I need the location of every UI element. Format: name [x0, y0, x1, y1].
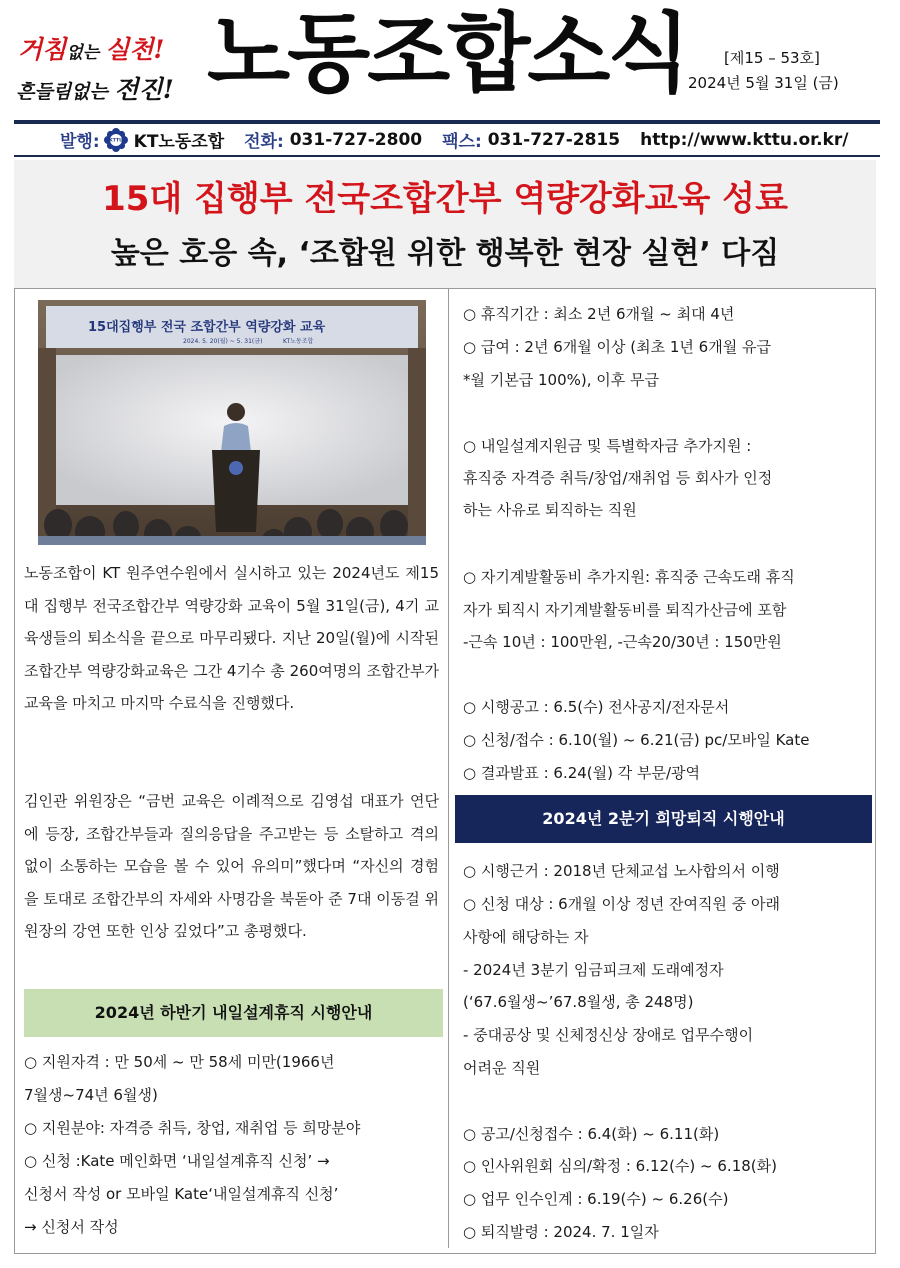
- left-notice-line: 신청서 작성 or 모바일 Kate‘내일설계휴직 신청’: [24, 1185, 339, 1203]
- right-top-line: -근속 10년 : 100만원, -근속20/30년 : 150만원: [463, 633, 782, 651]
- website-link[interactable]: http://www.kttu.or.kr/: [640, 129, 849, 150]
- right-notice-line: ○ 시행근거 : 2018년 단체교섭 노사합의서 이행: [463, 862, 780, 880]
- right-top-line: ○ 결과발표 : 6.24(월) 각 부문/광역: [463, 764, 701, 782]
- photo-banner-org: KT노동조합: [283, 338, 314, 345]
- union-logo-icon: [104, 128, 128, 152]
- right-notice-line: ○ 공고/신청접수 : 6.4(화) ~ 6.11(화): [463, 1125, 720, 1143]
- right-notice-line: 사항에 해당하는 자: [463, 928, 589, 946]
- right-top-line: 휴직중 자격증 취득/창업/재취업 등 회사가 인정: [463, 469, 773, 487]
- slogan-1b: 없는: [66, 43, 106, 63]
- right-notice-line: ○ 인사위원회 심의/확정 : 6.12(수) ~ 6.18(화): [463, 1157, 777, 1175]
- top-rule: [14, 120, 880, 124]
- publisher-info: [60, 127, 848, 152]
- newsletter-title: 노동조합소식: [207, 4, 688, 104]
- logo-text: KTTU: [108, 138, 123, 144]
- left-notice-line: ○ 지원분야: 자격증 취득, 창업, 재취업 등 희망분야: [24, 1119, 361, 1137]
- right-notice-line: ○ 업무 인수인계 : 6.19(수) ~ 6.26(수): [463, 1190, 729, 1208]
- issue-number: [제15 – 53호]: [724, 49, 820, 67]
- right-top-line: ○ 시행공고 : 6.5(수) 전사공지/전자문서: [463, 698, 730, 716]
- fax-label: 팩스:: [442, 132, 482, 152]
- slogan-2-red: 전진!: [114, 75, 174, 104]
- publisher-org: KT노동조합: [133, 132, 225, 152]
- sub-rule: [14, 155, 880, 157]
- slogan-line-2: [16, 70, 174, 106]
- event-photo: [38, 300, 426, 545]
- slogan-1a: 거침: [18, 35, 67, 64]
- left-notice-line: ○ 신청 :Kate 메인화면 ‘내일설계휴직 신청’ →: [24, 1152, 330, 1170]
- right-notice-line: - 중대공상 및 신체정신상 장애로 업무수행이: [463, 1026, 754, 1044]
- tel-number: 031-727-2800: [289, 129, 423, 150]
- event-photo-illustration: [38, 300, 426, 545]
- right-top-line: *월 기본급 100%), 이후 무급: [463, 371, 659, 389]
- right-notice-line: (‘67.6월생~’67.8월생, 총 248명): [463, 993, 694, 1011]
- slogan-2a: 흔들림없는: [16, 81, 115, 103]
- right-top-line: ○ 내일설계지원금 및 특별학자금 추가지원 :: [463, 437, 752, 455]
- headline-sub: 높은 호응 속, ‘조합원 위한 행복한 현장 실현’ 다짐: [110, 236, 780, 271]
- tel-label: 전화:: [244, 132, 284, 152]
- photo-banner-title: 15대집행부 전국 조합간부 역량강화 교육: [88, 320, 326, 335]
- issue-date: 2024년 5월 31일 (금): [688, 74, 839, 92]
- right-notice-line: 어려운 직원: [463, 1059, 541, 1077]
- left-notice-line: 7월생~74년 6월생): [24, 1086, 158, 1104]
- right-notice-line: ○ 신청 대상 : 6개월 이상 정년 잔여직원 중 아래: [463, 895, 780, 913]
- right-top-line: 자가 퇴직시 자기계발활동비를 퇴직가산금에 포함: [463, 601, 787, 619]
- publisher-label: 발행:: [60, 132, 100, 152]
- left-notice-line: → 신청서 작성: [24, 1218, 119, 1236]
- right-notice-line: ○ 퇴직발령 : 2024. 7. 1일자: [463, 1223, 659, 1241]
- article-paragraph-1: 노동조합이 KT 원주연수원에서 실시하고 있는 2024년도 제15대 집행부 전국조합간부 역량강화 교육이 5월 31일(금), 4기 교육생들의 퇴소식을 끝으로 마무리됐다. 지난 20일(월)에 시작된 조합간부 역량강화교육은 그간 4기수 총 260여명의 조합간부가 교육을 마치고 마지막 수료식을 진행했다.: [24, 564, 439, 712]
- right-notice-line: - 2024년 3분기 임금피크제 도래예정자: [463, 961, 724, 979]
- right-top-line: ○ 자기계발활동비 추가지원: 휴직중 근속도래 휴직: [463, 568, 795, 586]
- article-paragraph-2: 김인관 위원장은 “금번 교육은 이례적으로 김영섭 대표가 연단에 등장, 조합간부들과 질의응답을 주고받는 등 소탈하고 격의 없이 소통하는 모습을 볼 수 있어 유의미”했다며 “자신의 경험을 토대로 조합간부의 자세와 사명감을 북돋아 준 7대 이동걸 위원장의 강연 또한 인상 깊었다”고 총평했다.: [24, 792, 439, 940]
- right-top-line: ○ 급여 : 2년 6개월 이상 (최초 1년 6개월 유급: [463, 338, 771, 356]
- right-top-line: ○ 휴직기간 : 최소 2년 6개월 ~ 최대 4년: [463, 305, 735, 323]
- right-top-line: 하는 사유로 퇴직하는 직원: [463, 501, 637, 519]
- left-notice-title: 2024년 하반기 내일설계휴직 시행안내: [24, 989, 443, 1037]
- slogan-1-red: 실천!: [105, 35, 165, 64]
- fax-number: 031-727-2815: [487, 129, 621, 150]
- right-notice-title: 2024년 2분기 희망퇴직 시행안내: [455, 795, 872, 843]
- slogan-line-1: [18, 30, 164, 66]
- left-notice-line: ○ 지원자격 : 만 50세 ~ 만 58세 미만(1966년: [24, 1053, 335, 1071]
- photo-banner-date: 2024. 5. 20(월) ~ 5. 31(금): [183, 338, 263, 345]
- column-divider: [448, 288, 449, 1248]
- headline-main: 15대 집행부 전국조합간부 역량강화교육 성료: [102, 179, 788, 219]
- right-top-line: ○ 신청/접수 : 6.10(월) ~ 6.21(금) pc/모바일 Kate: [463, 731, 810, 749]
